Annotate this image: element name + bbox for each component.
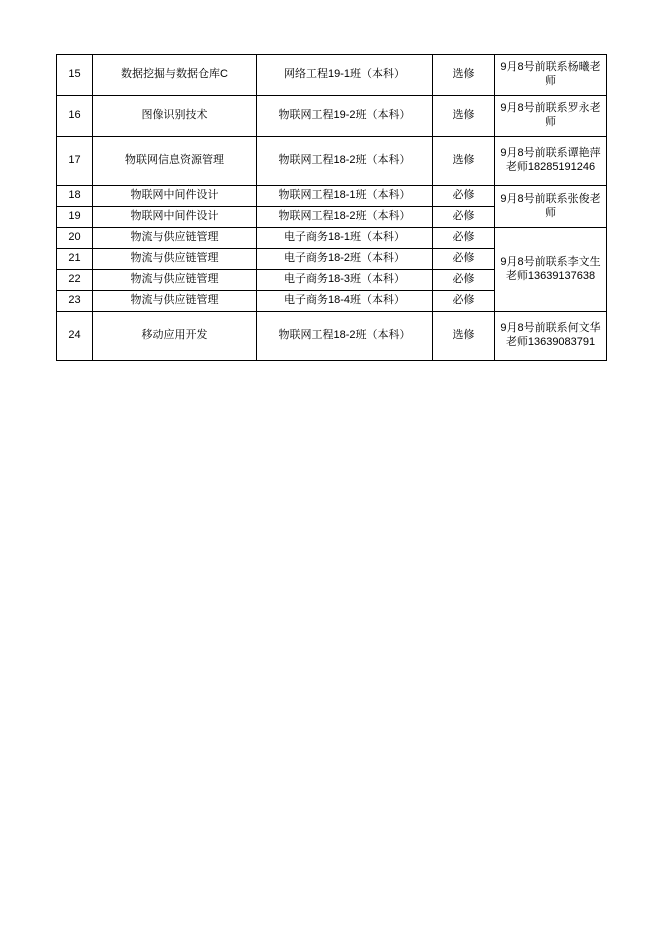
course-name: 物联网信息资源管理 xyxy=(93,137,257,186)
course-name: 移动应用开发 xyxy=(93,312,257,361)
course-name: 物流与供应链管理 xyxy=(93,270,257,291)
contact-info: 9月8号前联系张俊老师 xyxy=(495,186,607,228)
contact-info: 9月8号前联系罗永老师 xyxy=(495,96,607,137)
course-type: 必修 xyxy=(433,228,495,249)
course-type: 必修 xyxy=(433,270,495,291)
row-number: 23 xyxy=(57,291,93,312)
row-number: 15 xyxy=(57,55,93,96)
class-name: 电子商务18-3班（本科） xyxy=(257,270,433,291)
contact-info: 9月8号前联系杨曦老师 xyxy=(495,55,607,96)
course-type: 选修 xyxy=(433,312,495,361)
table-row xyxy=(57,137,607,186)
course-type: 必修 xyxy=(433,207,495,228)
course-type: 选修 xyxy=(433,96,495,137)
class-name: 物联网工程18-2班（本科） xyxy=(257,207,433,228)
row-number: 21 xyxy=(57,249,93,270)
row-number: 18 xyxy=(57,186,93,207)
course-type: 必修 xyxy=(433,186,495,207)
course-name: 物联网中间件设计 xyxy=(93,186,257,207)
contact-info: 9月8号前联系李文生老师13639137638 xyxy=(495,228,607,312)
course-type: 必修 xyxy=(433,291,495,312)
class-name: 电子商务18-2班（本科） xyxy=(257,249,433,270)
row-number: 19 xyxy=(57,207,93,228)
row-number: 17 xyxy=(57,137,93,186)
contact-info: 9月8号前联系谭艳萍老师18285191246 xyxy=(495,137,607,186)
table-row xyxy=(57,312,607,361)
class-name: 电子商务18-1班（本科） xyxy=(257,228,433,249)
class-name: 网络工程19-1班（本科） xyxy=(257,55,433,96)
table-row xyxy=(57,96,607,137)
class-name: 物联网工程18-2班（本科） xyxy=(257,312,433,361)
row-number: 22 xyxy=(57,270,93,291)
table-row xyxy=(57,55,607,96)
contact-info: 9月8号前联系何文华老师13639083791 xyxy=(495,312,607,361)
course-table-container xyxy=(56,54,606,361)
table-row xyxy=(57,228,607,249)
class-name: 物联网工程18-1班（本科） xyxy=(257,186,433,207)
course-type: 必修 xyxy=(433,249,495,270)
row-number: 20 xyxy=(57,228,93,249)
course-type: 选修 xyxy=(433,137,495,186)
course-name: 物流与供应链管理 xyxy=(93,249,257,270)
class-name: 物联网工程18-2班（本科） xyxy=(257,137,433,186)
row-number: 24 xyxy=(57,312,93,361)
course-name: 图像识别技术 xyxy=(93,96,257,137)
class-name: 物联网工程19-2班（本科） xyxy=(257,96,433,137)
course-table xyxy=(56,54,607,361)
row-number: 16 xyxy=(57,96,93,137)
course-name: 数据挖掘与数据仓库C xyxy=(93,55,257,96)
course-name: 物流与供应链管理 xyxy=(93,291,257,312)
table-row xyxy=(57,186,607,207)
course-name: 物流与供应链管理 xyxy=(93,228,257,249)
course-name: 物联网中间件设计 xyxy=(93,207,257,228)
course-type: 选修 xyxy=(433,55,495,96)
class-name: 电子商务18-4班（本科） xyxy=(257,291,433,312)
